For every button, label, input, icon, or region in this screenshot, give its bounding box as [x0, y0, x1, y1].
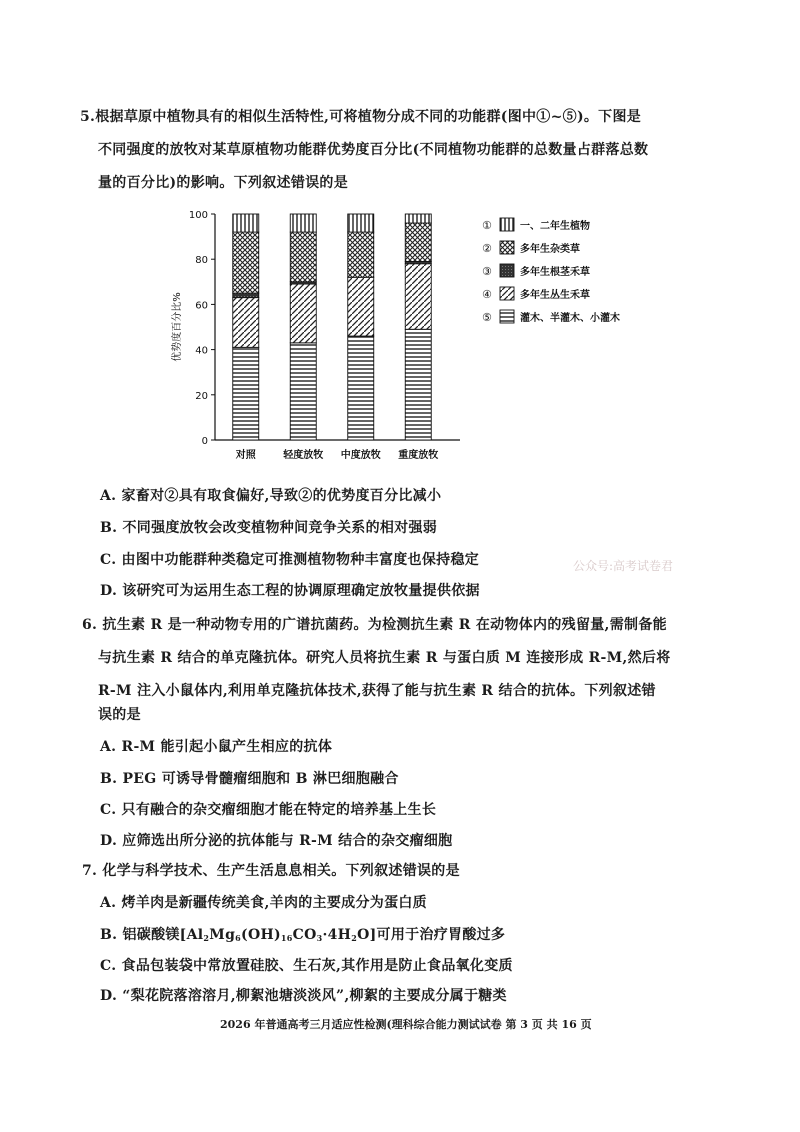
bar-segment: [290, 343, 316, 440]
bar-segment: [405, 264, 431, 330]
q6-option-c[interactable]: C. 只有融合的杂交瘤细胞才能在特定的培养基上生长: [100, 802, 437, 818]
q7-option-a[interactable]: A. 烤羊肉是新疆传统美食,羊肉的主要成分为蛋白质: [100, 895, 427, 911]
bar-segment: [405, 214, 431, 223]
bar-segment: [348, 336, 374, 440]
q7-b-sub-2: 6: [235, 933, 242, 943]
legend-marker: ②: [482, 242, 492, 255]
bar-segment: [348, 232, 374, 277]
q7-b-sub-5: 2: [351, 933, 358, 943]
legend-marker: ③: [482, 265, 492, 278]
bar-segment: [290, 214, 316, 232]
q7-option-c[interactable]: C. 食品包装袋中常放置硅胶、生石灰,其作用是防止食品氧化变质: [100, 958, 513, 974]
x-tick-label: 对照: [235, 450, 256, 461]
q5-line-2: 不同强度的放牧对某草原植物功能群优势度百分比(不同植物功能群的总数量占群落总数: [98, 142, 649, 158]
legend-label: 多年生根茎禾草: [520, 267, 590, 278]
y-tick-label: 40: [195, 345, 208, 357]
bar-segment: [233, 347, 259, 440]
q7-b-text-6: O]可用于治疗胃酸过多: [357, 927, 506, 943]
bar-segment: [233, 232, 259, 293]
q6-option-a[interactable]: A. R-M 能引起小鼠产生相应的抗体: [100, 739, 333, 755]
bar-segment: [233, 293, 259, 298]
q6-line-4: 误的是: [98, 707, 141, 723]
legend-swatch: [500, 264, 514, 277]
legend-swatch: [500, 241, 514, 254]
legend-marker: ①: [482, 219, 492, 232]
q7-b-text-1: B. 铝碳酸镁[Al: [100, 927, 204, 943]
legend-swatch: [500, 287, 514, 300]
bar-segment: [348, 214, 374, 232]
watermark-text: 公众号:高考试卷君: [573, 559, 674, 573]
q7-b-text-2: Mg: [209, 927, 236, 943]
q7-b-sub-4: 3: [316, 933, 323, 943]
y-tick-label: 60: [195, 300, 208, 312]
q6-line-3: R-M 注入小鼠体内,利用单克隆抗体技术,获得了能与抗生素 R 结合的抗体。下列叙述错: [98, 683, 656, 699]
q5-option-b[interactable]: B. 不同强度放牧会改变植物种间竞争关系的相对强弱: [100, 520, 438, 536]
legend-marker: ④: [482, 288, 492, 301]
y-tick-label: 20: [195, 390, 208, 402]
legend-marker: ⑤: [482, 311, 492, 324]
q6-option-b[interactable]: B. PEG 可诱导骨髓瘤细胞和 B 淋巴细胞融合: [100, 771, 399, 787]
q5-line-1: 5.根据草原中植物具有的相似生活特性,可将植物分成不同的功能群(图中①~⑤)。下图是: [80, 109, 642, 125]
legend-label: 多年生丛生禾草: [520, 290, 590, 301]
legend-label: 一、二年生植物: [520, 221, 590, 232]
bar-segment: [405, 329, 431, 440]
q7-b-text-5: ·4H: [322, 927, 352, 943]
bar-segment: [290, 284, 316, 343]
legend-swatch: [500, 310, 514, 323]
x-tick-label: 中度放牧: [340, 450, 381, 461]
q6-line-1: 6. 抗生素 R 是一种动物专用的广谱抗菌药。为检测抗生素 R 在动物体内的残留量,需制备能: [82, 617, 667, 633]
y-tick-label: 100: [188, 210, 208, 221]
page-footer: 2026 年普通高考三月适应性检测(理科综合能力测试试卷 第 3 页 共 16 页: [220, 1018, 592, 1031]
bar-segment: [348, 277, 374, 336]
legend-label: 灌木、半灌木、小灌木: [520, 313, 620, 324]
q5-line-3: 量的百分比)的影响。下列叙述错误的是: [98, 175, 349, 191]
x-tick-label: 重度放牧: [398, 450, 439, 461]
y-tick-label: 0: [201, 436, 208, 447]
y-axis-label: 优势度百分比%: [172, 292, 183, 362]
q7-b-text-4: CO: [292, 927, 317, 943]
q5-option-d[interactable]: D. 该研究可为运用生态工程的协调原理确定放牧量提供依据: [100, 583, 480, 599]
stacked-bar-chart: [160, 200, 660, 472]
bar-segment: [233, 298, 259, 348]
x-tick-label: 轻度放牧: [283, 450, 324, 461]
q7-option-d[interactable]: D. “梨花院落溶溶月,柳絮池塘淡淡风”,柳絮的主要成分属于糖类: [100, 988, 507, 1004]
q7-b-sub-3: 16: [280, 933, 293, 943]
legend-swatch: [500, 218, 514, 231]
legend-label: 多年生杂类草: [520, 244, 580, 255]
q7-b-sub-1: 2: [203, 933, 210, 943]
q7-line-1: 7. 化学与科学技术、生产生活息息相关。下列叙述错误的是: [82, 863, 460, 879]
bar-segment: [290, 232, 316, 282]
q5-option-a[interactable]: A. 家畜对②具有取食偏好,导致②的优势度百分比减小: [100, 488, 442, 504]
q6-line-2: 与抗生素 R 结合的单克隆抗体。研究人员将抗生素 R 与蛋白质 M 连接形成 R-M,然后将: [98, 650, 671, 666]
q7-option-b[interactable]: [100, 924, 505, 944]
bar-segment: [233, 214, 259, 232]
q6-option-d[interactable]: D. 应筛选出所分泌的抗体能与 R-M 结合的杂交瘤细胞: [100, 833, 453, 849]
y-tick-label: 80: [195, 255, 208, 267]
q7-b-text-3: (OH): [241, 927, 281, 943]
bar-segment: [405, 223, 431, 261]
q5-option-c[interactable]: C. 由图中功能群种类稳定可推测植物物种丰富度也保持稳定: [100, 552, 480, 568]
